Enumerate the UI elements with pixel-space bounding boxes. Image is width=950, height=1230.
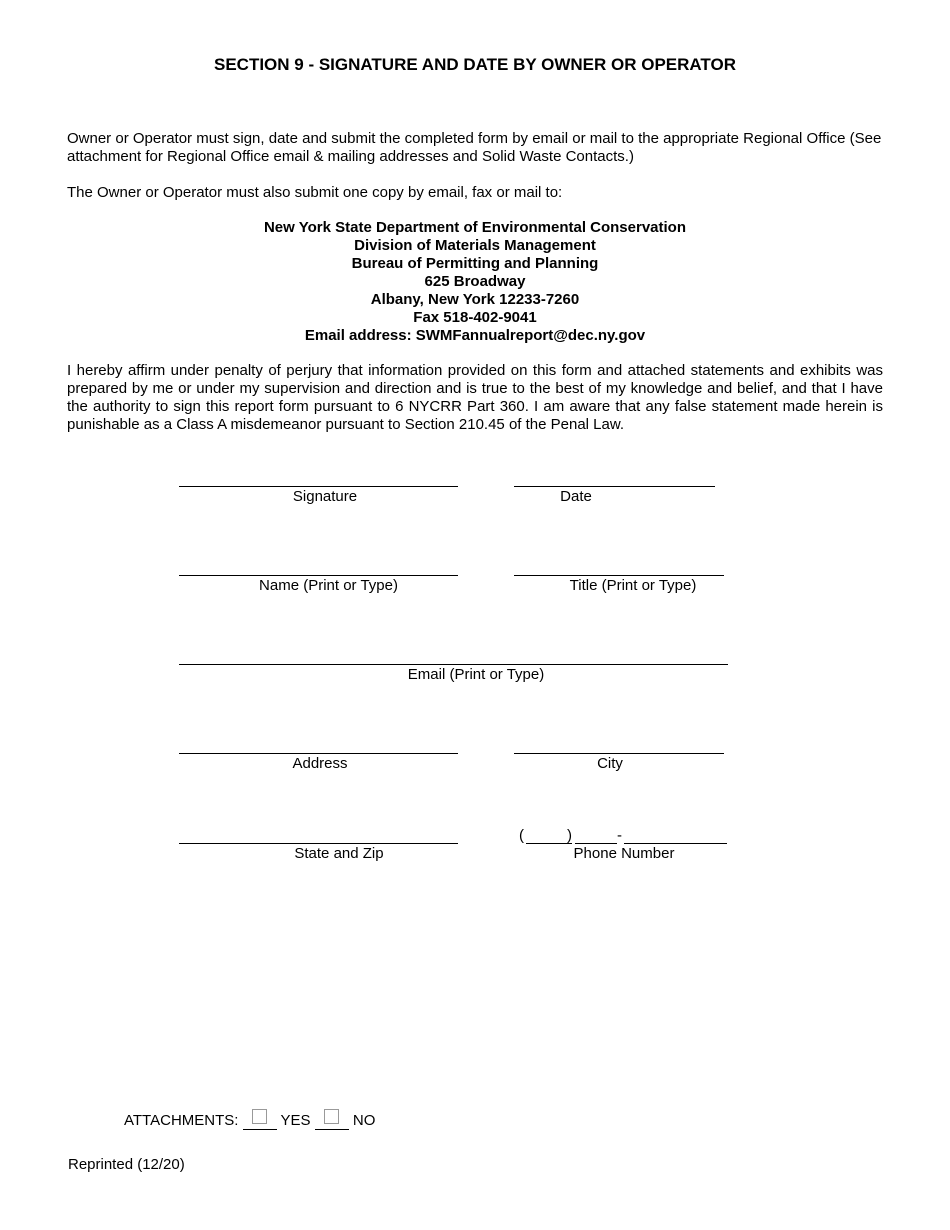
date-line[interactable] xyxy=(514,486,715,487)
phone-dash: - xyxy=(617,827,622,844)
address-line-field[interactable] xyxy=(179,753,458,754)
phone-area-line[interactable] xyxy=(526,843,572,844)
phone-area-close: ) xyxy=(567,827,572,844)
phone-area-open: ( xyxy=(519,827,524,844)
title-line[interactable] xyxy=(514,575,724,576)
affirmation-paragraph: I hereby affirm under penalty of perjury that information provided on this form and attached statements and exhibits was prepared by me or under my supervision and direction and is true to the best of my knowledge and belief, and that I have the authority to sign this report form pursuant to 6 NYCRR Part 360. I am aware that any false statement made herein is punishable as a Class A misdemeanor pursuant to Section 210.45 of the Penal Law. xyxy=(67,362,883,433)
attachments-row xyxy=(124,1109,375,1130)
phone-prefix-line[interactable] xyxy=(575,843,617,844)
attachments-no-label: NO xyxy=(352,1112,376,1129)
phone-label: Phone Number xyxy=(573,845,675,862)
address-line: 625 Broadway xyxy=(424,273,526,290)
state-zip-line[interactable] xyxy=(179,843,458,844)
copy-paragraph: The Owner or Operator must also submit one copy by email, fax or mail to: xyxy=(67,184,563,201)
date-label: Date xyxy=(560,488,592,505)
city-line[interactable] xyxy=(514,753,724,754)
address-line: New York State Department of Environmental Conservation xyxy=(263,219,687,236)
attachments-yes-label: YES xyxy=(280,1112,311,1129)
address-block xyxy=(0,219,950,345)
attachments-no-blank xyxy=(315,1109,349,1130)
name-label: Name (Print or Type) xyxy=(259,577,398,594)
intro-paragraph: Owner or Operator must sign, date and submit the completed form by email or mail to the appropriate Regional Office (See attachment for Regional Office email & mailing addresses and Solid Waste Contacts.) xyxy=(67,130,882,165)
signature-line[interactable] xyxy=(179,486,458,487)
signature-label: Signature xyxy=(292,488,358,505)
yes-checkbox[interactable] xyxy=(252,1109,267,1124)
title-label: Title (Print or Type) xyxy=(569,577,697,594)
name-line[interactable] xyxy=(179,575,458,576)
address-line: Albany, New York 12233-7260 xyxy=(370,291,580,308)
state-zip-label: State and Zip xyxy=(294,845,384,862)
section-title: SECTION 9 - SIGNATURE AND DATE BY OWNER OR OPERATOR xyxy=(214,55,736,74)
phone-number-line[interactable] xyxy=(624,843,727,844)
no-checkbox[interactable] xyxy=(324,1109,339,1124)
address-line: Division of Materials Management xyxy=(354,237,596,254)
attachments-yes-blank xyxy=(243,1109,277,1130)
address-line: Bureau of Permitting and Planning xyxy=(351,255,599,272)
email-label: Email (Print or Type) xyxy=(407,666,545,683)
attachments-label: ATTACHMENTS: xyxy=(124,1112,239,1129)
address-line: Fax 518-402-9041 xyxy=(413,309,537,326)
city-label: City xyxy=(597,755,623,772)
address-line: Email address: SWMFannualreport@dec.ny.gov xyxy=(304,327,646,344)
footer-reprinted: Reprinted (12/20) xyxy=(68,1156,185,1173)
address-label: Address xyxy=(292,755,348,772)
email-line[interactable] xyxy=(179,664,728,665)
